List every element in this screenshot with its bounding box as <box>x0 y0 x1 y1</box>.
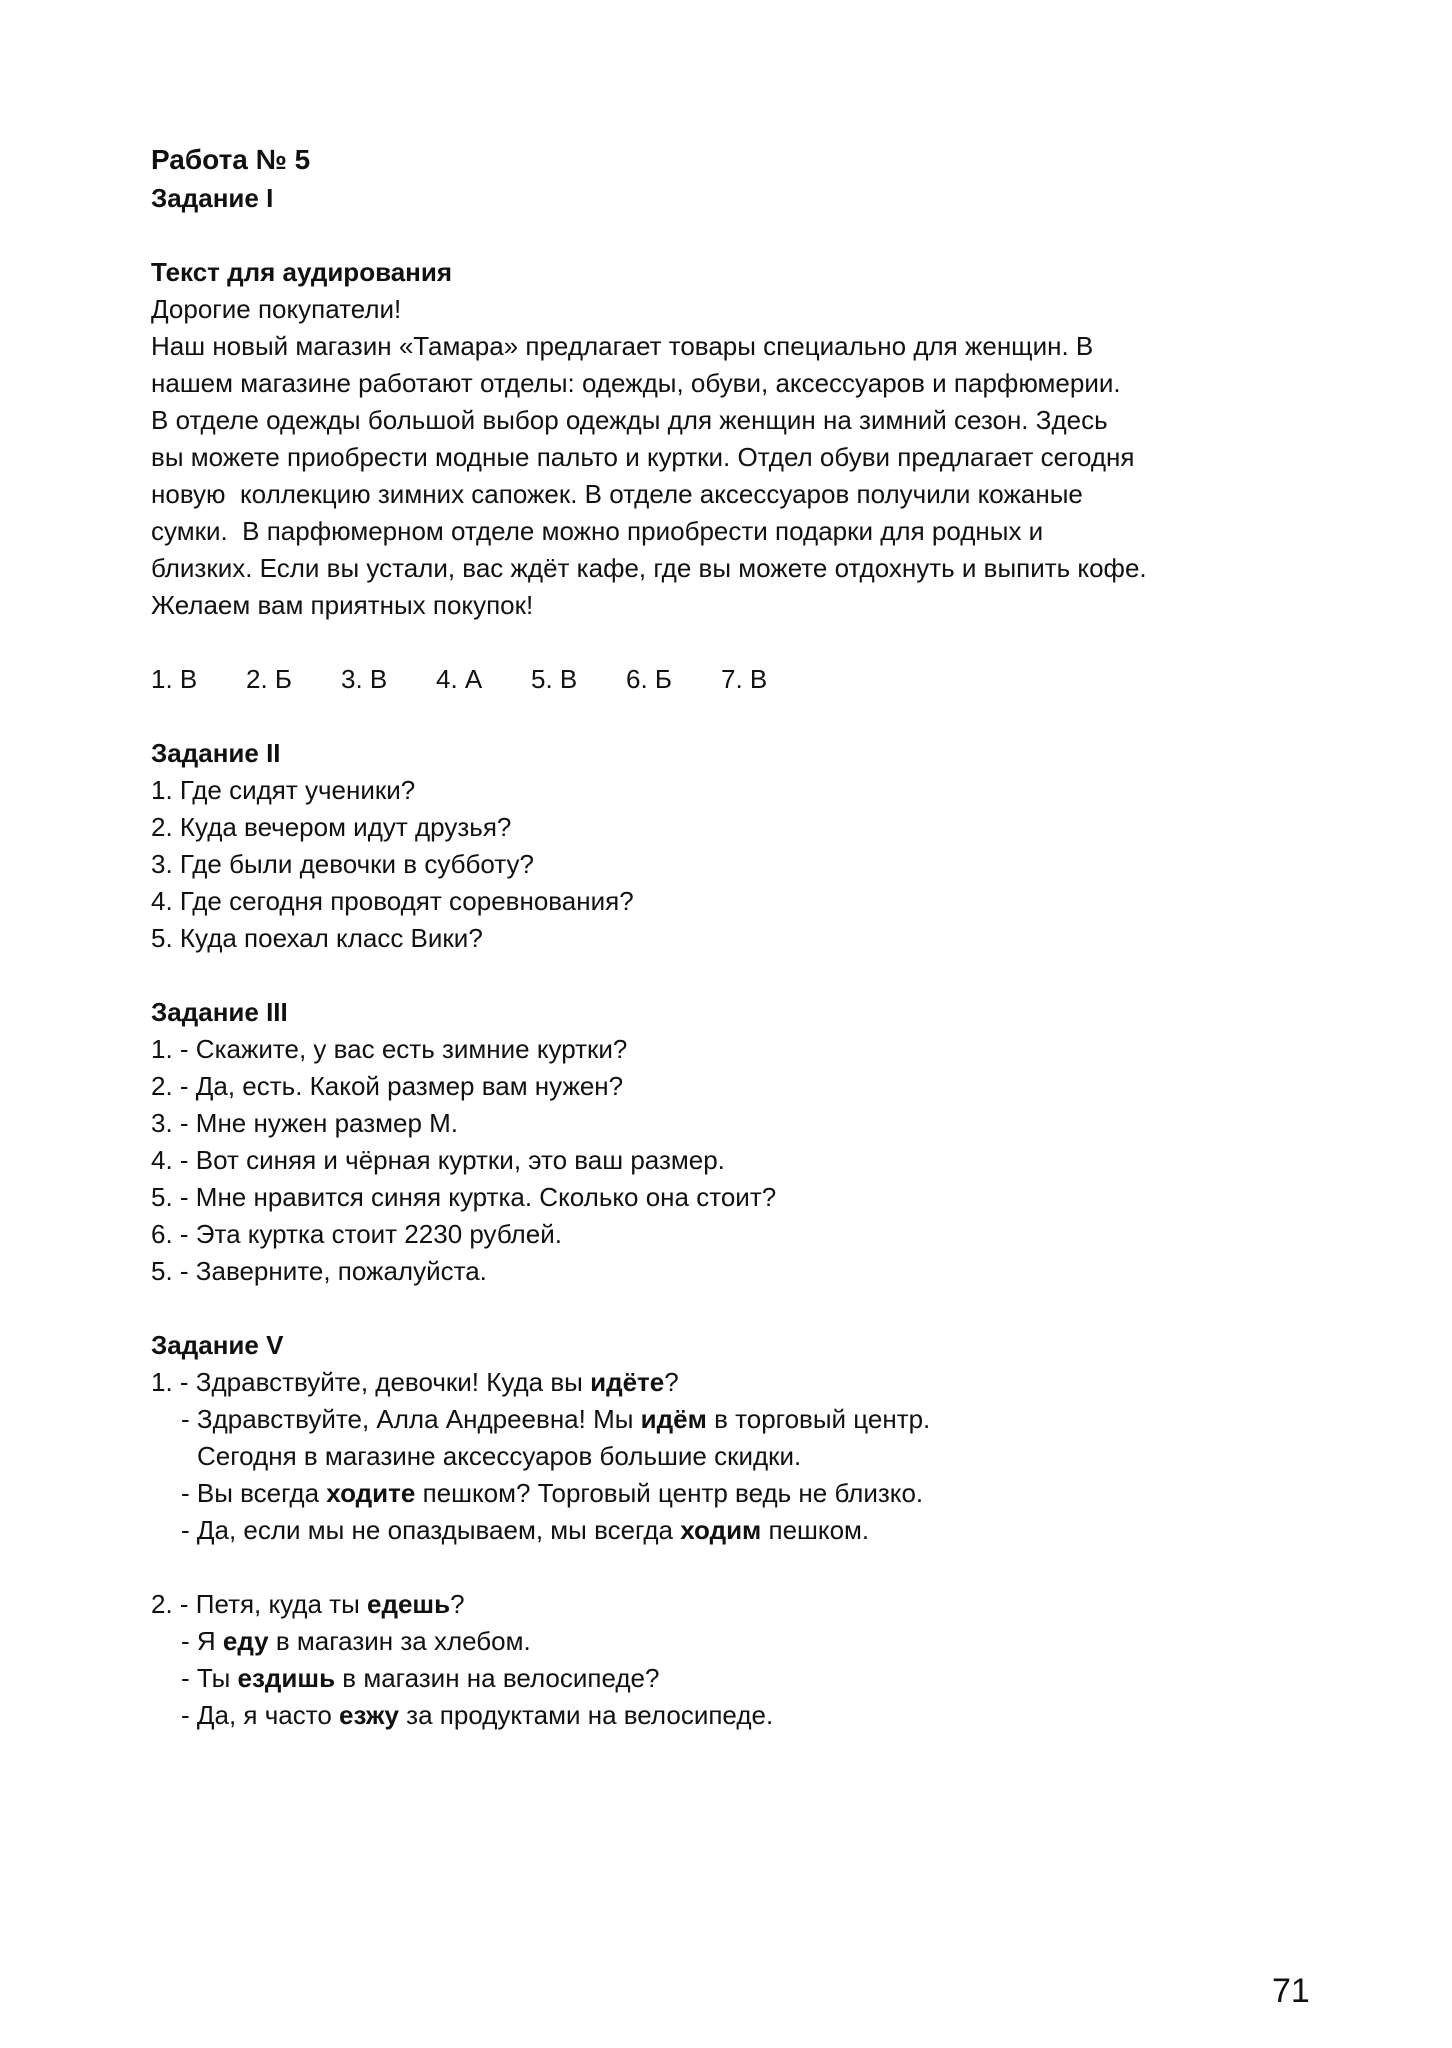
answer-item: 5. В <box>531 664 578 694</box>
task3-heading: Задание III <box>151 997 288 1027</box>
page-title: Работа № 5 <box>151 144 311 175</box>
dialog-line: 4. - Вот синяя и чёрная куртки, это ваш размер. <box>151 1145 725 1175</box>
highlighted-verb: езжу <box>339 1700 399 1730</box>
dialog-line: 5. - Заверните, пожалуйста. <box>151 1256 487 1286</box>
text-line: новую коллекцию зимних сапожек. В отделе аксессуаров получили кожаные <box>151 479 1083 509</box>
dialog-line: 1. - Скажите, у вас есть зимние куртки? <box>151 1034 628 1064</box>
dialog-line: 2. - Да, есть. Какой размер вам нужен? <box>151 1071 624 1101</box>
answer-item: 7. В <box>721 664 768 694</box>
dialog-line: 6. - Эта куртка стоит 2230 рублей. <box>151 1219 562 1249</box>
text-line: вы можете приобрести модные пальто и куртки. Отдел обуви предлагает сегодня <box>151 442 1135 472</box>
question-item: 3. Где были девочки в субботу? <box>151 849 534 879</box>
text-line: сумки. В парфюмерном отделе можно приобрести подарки для родных и <box>151 516 1044 546</box>
answer-key <box>151 661 1301 698</box>
task1-heading: Задание I <box>151 183 274 213</box>
text-line: близких. Если вы устали, вас ждёт кафе, где вы можете отдохнуть и выпить кофе. <box>151 553 1147 583</box>
highlighted-verb: идём <box>640 1404 707 1434</box>
dialog-line: - Вы всегда ходите пешком? Торговый центр ведь не близко. <box>181 1478 924 1508</box>
question-item: 2. Куда вечером идут друзья? <box>151 812 512 842</box>
page-number: 71 <box>1272 1972 1310 2010</box>
highlighted-verb: еду <box>222 1626 269 1656</box>
listening-text <box>151 328 1301 624</box>
dialog-line: 2. - Петя, куда ты едешь? <box>151 1589 465 1619</box>
dialog-line: - Ты ездишь в магазин на велосипеде? <box>181 1663 660 1693</box>
listening-heading: Текст для аудирования <box>151 257 453 287</box>
answer-item: 1. В <box>151 664 198 694</box>
question-item: 1. Где сидят ученики? <box>151 775 416 805</box>
dialog-line: - Я еду в магазин за хлебом. <box>181 1626 531 1656</box>
answer-item: 2. Б <box>246 664 292 694</box>
dialog-line: 3. - Мне нужен размер М. <box>151 1108 459 1138</box>
question-item: 5. Куда поехал класс Вики? <box>151 923 483 953</box>
dialog-line: Сегодня в магазине аксессуаров большие скидки. <box>197 1441 802 1471</box>
listening-greeting: Дорогие покупатели! <box>151 294 402 324</box>
highlighted-verb: идёте <box>590 1367 665 1397</box>
answer-item: 6. Б <box>626 664 672 694</box>
dialog-line: - Да, я часто езжу за продуктами на велосипеде. <box>181 1700 774 1730</box>
highlighted-verb: ездишь <box>237 1663 336 1693</box>
highlighted-verb: ходите <box>326 1478 416 1508</box>
text-line: В отделе одежды большой выбор одежды для женщин на зимний сезон. Здесь <box>151 405 1108 435</box>
highlighted-verb: ходим <box>680 1515 762 1545</box>
text-line: Желаем вам приятных покупок! <box>151 590 534 620</box>
dialog-line: 5. - Мне нравится синяя куртка. Сколько она стоит? <box>151 1182 777 1212</box>
text-line: Наш новый магазин «Тамара» предлагает товары специально для женщин. В <box>151 331 1094 361</box>
dialog-line: - Да, если мы не опаздываем, мы всегда ходим пешком. <box>181 1515 870 1545</box>
highlighted-verb: едешь <box>367 1589 451 1619</box>
answer-item: 4. А <box>436 664 483 694</box>
task2-heading: Задание II <box>151 738 281 768</box>
document-page <box>151 140 1301 1734</box>
task5-heading: Задание V <box>151 1330 284 1360</box>
dialog-line: 1. - Здравствуйте, девочки! Куда вы идёте? <box>151 1367 679 1397</box>
text-line: нашем магазине работают отделы: одежды, обуви, аксессуаров и парфюмерии. <box>151 368 1121 398</box>
dialog-line: - Здравствуйте, Алла Андреевна! Мы идём в торговый центр. <box>181 1404 931 1434</box>
answer-item: 3. В <box>341 664 388 694</box>
question-item: 4. Где сегодня проводят соревнования? <box>151 886 634 916</box>
